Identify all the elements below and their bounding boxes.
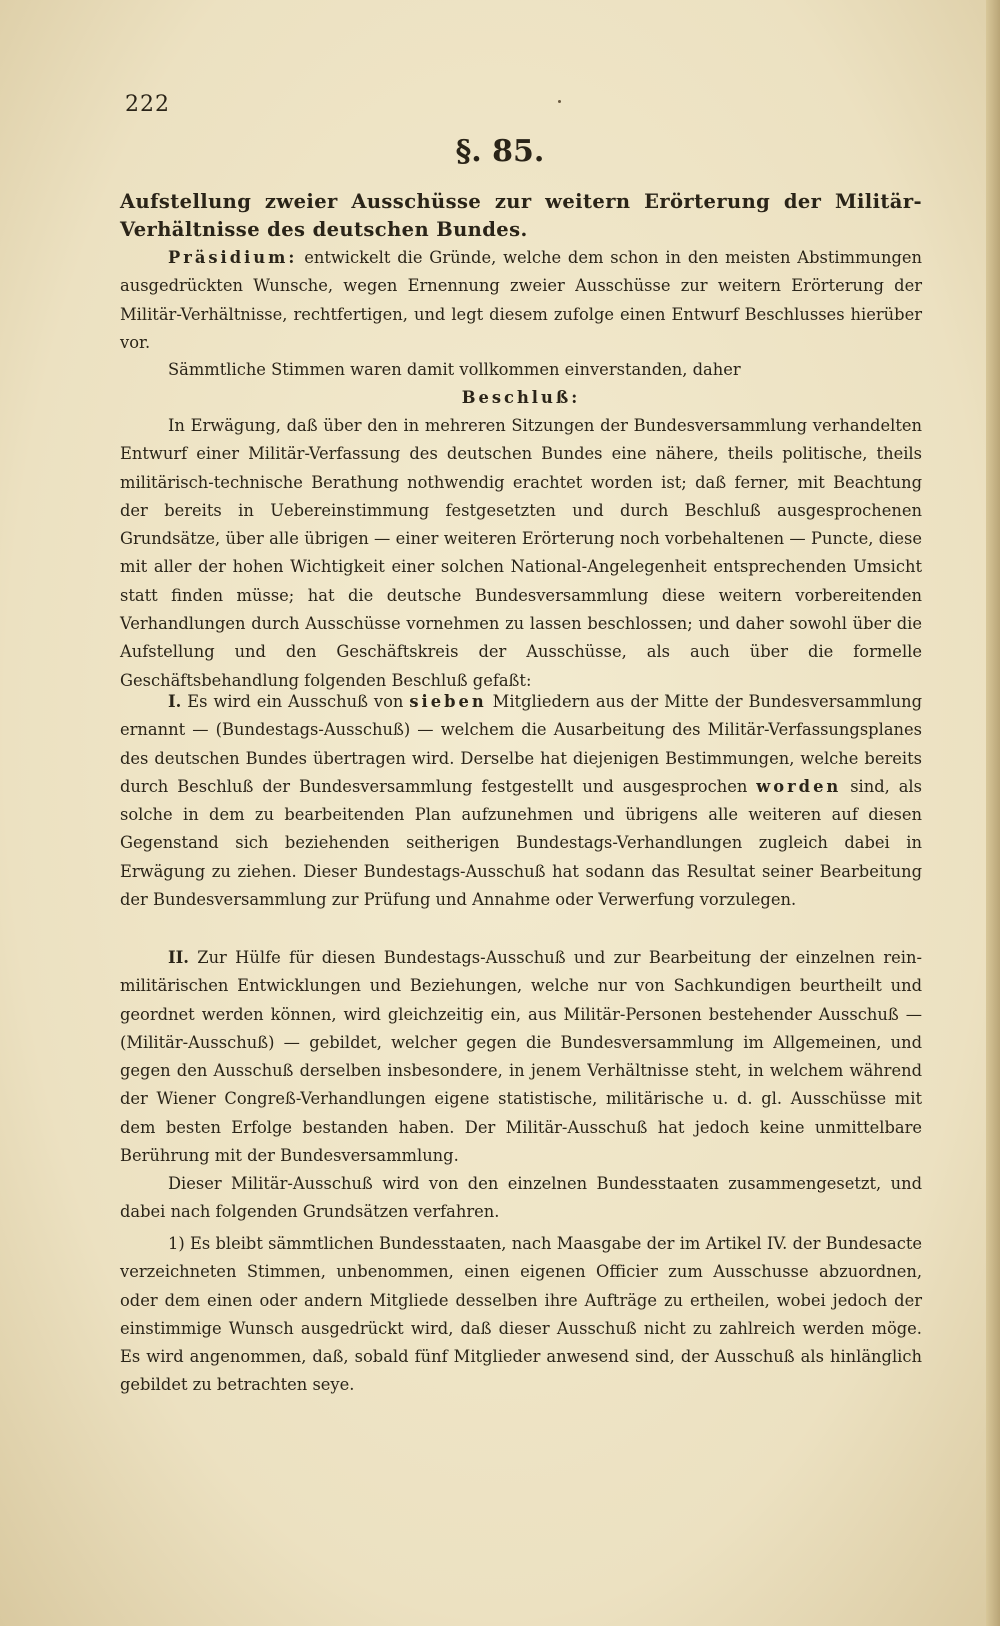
agreement-paragraph (120, 356, 922, 384)
item-1-text-c: sind, als solche in dem zu bearbeitenden Plan aufzunehmen und übrigens alle weiteren auf diesen Gegenstand sich beziehenden seitherigen Bundestags-Verhandlungen zugleich dabei in Erwägung zu ziehen. Dieser Bundestags-Ausschuß hat sodann das Resultat seiner Bearbeitung der Bundesversammlung zur Prüfung und Annahme oder Verwerfung vorzulegen. (120, 776, 922, 910)
presidium-paragraph (120, 244, 922, 357)
item-1-text-a: Es wird ein Ausschuß von (187, 692, 404, 711)
beschluss-text: In Erwägung, daß über den in mehreren Sitzungen der Bundesversammlung verhandelten Entwurf einer Militär-Verfassung des deutschen Bundes eine nähere, theils politische, theils militärisch-technische Berathung nothwendig erachtet worden ist; daß ferner, mit Beachtung der bereits in Uebereinstimmung festgesetzten und durch Beschluß ausgesprochenen Grundsätze, über alle übrigen — einer weiteren Erörterung noch vorbehaltenen — Puncte, diese mit aller der hohen Wichtigkeit einer solchen National-Angelegenheit entsprechenden Umsicht statt finden müsse; hat die deutsche Bundesversammlung diese weitern vorbereitenden Verhandlungen durch Ausschüsse vornehmen zu lassen beschlossen; und daher sowohl über die Aufstellung und den Geschäftskreis der Ausschüsse, als auch über die formelle Geschäftsbehandlung folgenden Beschluß gefaßt: (120, 416, 922, 690)
item-1-emphasis-b: worden (756, 776, 842, 796)
page-number: 222 (125, 92, 170, 117)
military-intro-text: Dieser Militär-Ausschuß wird von den einzelnen Bundesstaaten zusammengesetzt, und dabei nach folgenden Grundsätzen verfahren. (120, 1174, 922, 1222)
presidium-label: Präsidium: (168, 248, 298, 267)
item-1-emphasis-a: sieben (409, 692, 487, 711)
point-1-paragraph (120, 1230, 922, 1400)
beschluss-label-row (120, 384, 922, 412)
point-1-text: Es bleibt sämmtlichen Bundesstaaten, nach Maasgabe der im Artikel IV. der Bundesacte verzeichneten Stimmen, unbenommen, einen eigenen Officier zum Ausschusse abzuordnen, oder dem einen oder andern Mitgliede desselben ihre Aufträge zu ertheilen, wobei jedoch der einstimmige Wunsch ausgedrückt wird, daß dieser Ausschuß nicht zu zahlreich werden möge. Es wird angenommen, daß, sobald fünf Mitglieder anwesend sind, der Ausschuß als hinlänglich gebildet zu betrachten seye. (120, 1234, 922, 1395)
item-2-label: II. (168, 948, 189, 967)
item-1-text-b: Mitgliedern aus der Mitte der Bundesversammlung ernannt — (Bundestags-Ausschuß) — welchem die Ausarbeitung des Militär-Verfassungsplanes des deutschen Bundes übertragen wird. Derselbe hat diejenigen Bestimmungen, welche bereits durch Beschluß der Bundesversammlung festgestellt und ausgesprochen (120, 692, 922, 796)
ink-speck (558, 100, 561, 103)
item-2-text: Zur Hülfe für diesen Bundestags-Ausschuß und zur Bearbeitung der einzelnen rein-militärischen Entwicklungen und Beziehungen, welche nur von Sachkundigen beurtheilt und geordnet werden können, wird gleichzeitig ein, aus Militär-Personen bestehender Ausschuß — (Militär-Ausschuß) — gebildet, welcher gegen die Bundesversammlung im Allgemeinen, und gegen den Ausschuß derselben insbesondere, in jenem Verhältnisse steht, in welchem während der Wiener Congreß-Verhandlungen eigene statistische, militärische u. d. gl. Ausschüsse mit dem besten Erfolge bestanden haben. Der Militär-Ausschuß hat jedoch keine unmittelbare Berührung mit der Bundesversammlung. (120, 948, 922, 1166)
military-intro-paragraph (120, 1170, 922, 1227)
beschluss-label: Beschluß: (461, 388, 581, 407)
point-1-label: 1) (168, 1234, 185, 1253)
section-heading: §. 85. (455, 134, 545, 169)
page-edge (986, 0, 1000, 1626)
section-title: Aufstellung zweier Ausschüsse zur weitern Erörterung der Militär-Verhältnisse des deutschen Bundes. (120, 190, 922, 241)
presidium-text: entwickelt die Gründe, welche dem schon in den meisten Abstimmungen ausgedrückten Wunsche, wegen Ernennung zweier Ausschüsse zur weitern Erörterung der Militär-Verhältnisse, rechtfertigen, und legt diesem zufolge einen Entwurf Beschlusses hierüber vor. (120, 248, 922, 352)
beschluss-paragraph (120, 412, 922, 695)
item-1-paragraph (120, 688, 922, 914)
item-1-label: I. (168, 692, 182, 711)
item-2-paragraph (120, 944, 922, 1170)
agreement-text: Sämmtliche Stimmen waren damit vollkommen einverstanden, daher (168, 360, 741, 379)
